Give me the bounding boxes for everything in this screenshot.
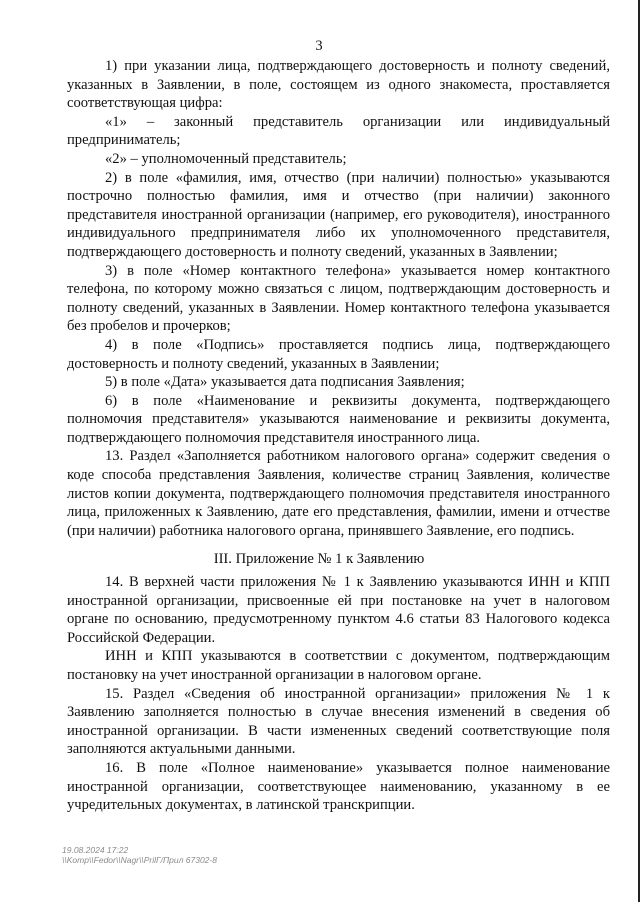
paragraph: 13. Раздел «Заполняется работником налогового органа» содержит сведения о коде способа представления Заявления, количестве страниц Заявления, количестве листов копии документа, подтверждающего полномочия представителя иностранного лица, приложенных к Заявлению, дате его представления, фамилии, имени и отчестве (при наличии) работника налогового органа, принявшего Заявление, его подпись. bbox=[67, 448, 610, 539]
paragraph: 1) при указании лица, подтверждающего достоверность и полноту сведений, указанных в Заявлении, в поле, состоящем из одного знакоместа, проставляется соответствующая цифра: bbox=[67, 58, 610, 112]
paragraph: 14. В верхней части приложения № 1 к Заявлению указываются ИНН и КПП иностранной организации, присвоенные ей при постановке на учет в налоговом органе по основанию, предусмотренному пунктом 4.6 статьи 83 Налогового кодекса Российской Федерации. bbox=[67, 574, 610, 646]
section-heading: III. Приложение № 1 к Заявлению bbox=[213, 551, 425, 567]
section-heading-wrap bbox=[0, 550, 638, 568]
document-footer bbox=[62, 845, 217, 865]
paragraph: 16. В поле «Полное наименование» указывается полное наименование иностранной организации, соответствующее наименованию, указанному в ее учредительных документах, в латинской транскрипции. bbox=[67, 759, 610, 814]
paragraph: 4) в поле «Подпись» проставляется подпись лица, подтверждающего достоверность и полноту сведений, указанных в Заявлении; bbox=[67, 336, 610, 372]
paragraph: 6) в поле «Наименование и реквизиты документа, подтверждающего полномочия представителя» указываются наименование и реквизиты документа, подтверждающего полномочия представителя иностранного лица. bbox=[67, 392, 610, 446]
footer-timestamp: 19.08.2024 17:22 bbox=[62, 845, 129, 855]
page-number: 3 bbox=[315, 38, 323, 54]
paragraph: 3) в поле «Номер контактного телефона» указывается номер контактного телефона, по которому можно связаться с лицом, подтверждающим достоверность и полноту сведений, указанных в Заявлении. Номер контактного телефона указывается без пробелов и прочерков; bbox=[67, 262, 610, 335]
footer-file-ref: \\Komp\\Fedor\\Nagr\\PrilГ/Прил 67302-8 bbox=[62, 855, 217, 865]
paragraph: ИНН и КПП указываются в соответствии с документом, подтверждающим постановку на учет иностранной организации в налоговом органе. bbox=[67, 648, 610, 683]
paragraph: 5) в поле «Дата» указывается дата подписания Заявления; bbox=[105, 374, 465, 391]
paragraph: «2» – уполномоченный представитель; bbox=[105, 150, 347, 167]
paragraphs-top bbox=[67, 57, 610, 540]
paragraphs-bottom bbox=[67, 573, 610, 815]
paragraph: 15. Раздел «Сведения об иностранной организации» приложения № 1 к Заявлению заполняется полностью в случае внесения изменений в сведения об иностранной организации. В части измененных сведений соответствующие поля заполняются актуальными данными. bbox=[67, 685, 610, 758]
paragraph: 2) в поле «фамилия, имя, отчество (при наличии) полностью» указываются построчно полностью фамилия, имя и отчество (при наличии) законного представителя иностранной организации (например, его руководителя), иностранного индивидуального предпринимателя либо их уполномоченного представителя, подтверждающего достоверность и полноту сведений, указанных в Заявлении; bbox=[67, 169, 610, 260]
paragraph: «1» – законный представитель организации или индивидуальный предприниматель; bbox=[67, 113, 610, 149]
